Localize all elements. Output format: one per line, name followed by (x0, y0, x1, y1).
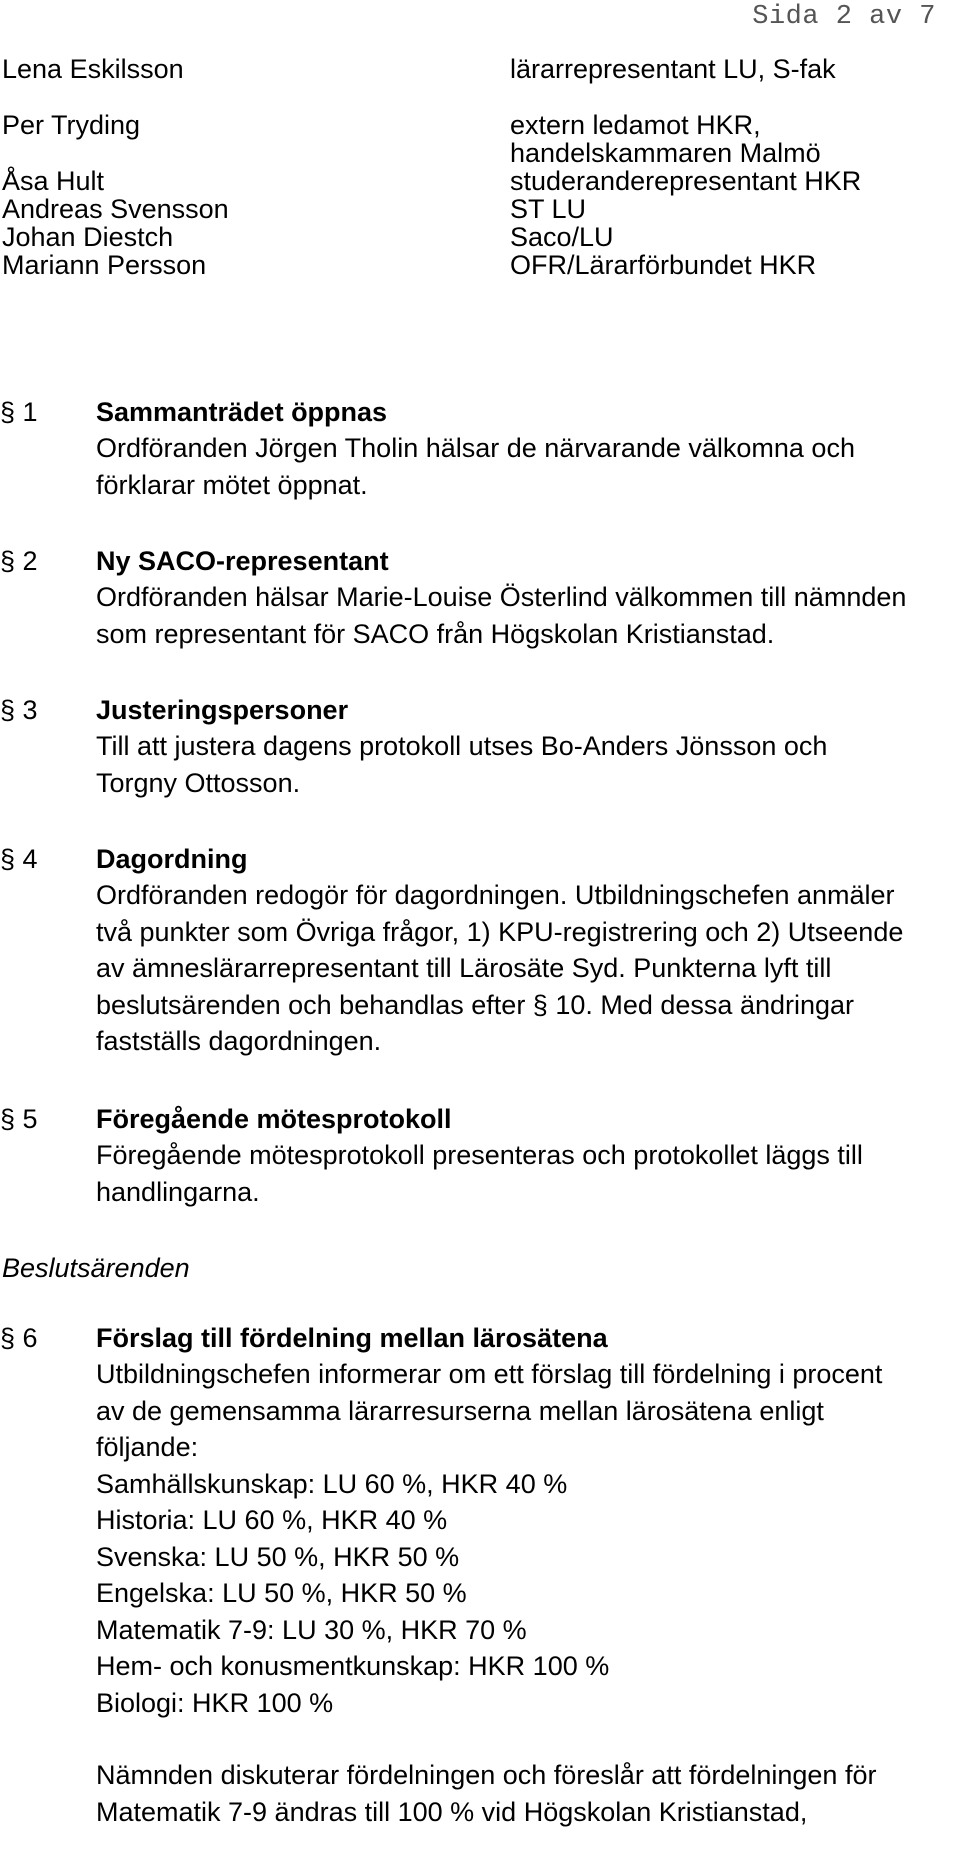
attendee-name: Andreas Svensson (2, 194, 229, 224)
list-item: Svenska: LU 50 %, HKR 50 % (96, 1541, 460, 1572)
section-body (96, 1356, 946, 1830)
group-label: Beslutsärenden (2, 1253, 190, 1283)
body-line: fastställs dagordningen. (96, 1026, 382, 1056)
body-line: av ämneslärarrepresentant till Lärosäte Syd. Punkterna lyft till (96, 953, 832, 983)
list-item: Engelska: LU 50 %, HKR 50 % (96, 1578, 467, 1608)
body-line: som representant för SACO från Högskolan Kristianstad. (96, 618, 775, 649)
section-title: Förslag till fördelning mellan lärosätena (96, 1323, 608, 1353)
body-line: Utbildningschefen informerar om ett förslag till fördelning i procent (96, 1359, 883, 1389)
section-number: § 1 (0, 397, 38, 427)
body-line: förklarar mötet öppnat. (96, 469, 368, 500)
list-item: Historia: LU 60 %, HKR 40 % (96, 1505, 448, 1535)
attendee-role: ST LU (510, 194, 587, 224)
body-line: beslutsärenden och behandlas efter § 10. Med dessa ändringar (96, 989, 855, 1020)
section-title: Föregående mötesprotokoll (96, 1104, 452, 1134)
section-title: Sammanträdet öppnas (96, 397, 388, 427)
section-number: § 3 (0, 695, 38, 725)
attendee-name: Mariann Persson (2, 250, 207, 280)
body-line: Ordföranden Jörgen Tholin hälsar de närvarande välkomna och (96, 433, 855, 463)
attendee-role: studeranderepresentant HKR (510, 166, 862, 196)
section-title: Justeringspersoner (96, 695, 349, 725)
section-number: § 2 (0, 546, 38, 576)
attendee-name: Åsa Hult (2, 166, 105, 196)
body-line: Till att justera dagens protokoll utses Bo-Anders Jönsson och (96, 731, 828, 761)
list-item: Hem- och konusmentkunskap: HKR 100 % (96, 1651, 610, 1681)
attendee-name: Lena Eskilsson (2, 54, 184, 84)
blank-line (96, 1721, 946, 1757)
section-number: § 5 (0, 1104, 38, 1134)
body-line: Ordföranden hälsar Marie-Louise Österlind välkommen till nämnden (96, 582, 907, 612)
section-title: Ny SACO-representant (96, 546, 389, 576)
section-body (96, 877, 946, 1060)
body-line: följande: (96, 1432, 199, 1462)
body-line: handlingarna. (96, 1176, 260, 1207)
attendee-role: lärarrepresentant LU, S-fak (510, 54, 836, 84)
section-title: Dagordning (96, 844, 248, 874)
attendee-role: extern ledamot HKR, (510, 110, 761, 140)
section-number: § 6 (0, 1323, 38, 1353)
list-item: Biologi: HKR 100 % (96, 1687, 334, 1718)
list-item: Samhällskunskap: LU 60 %, HKR 40 % (96, 1468, 568, 1499)
page-number: Sida 2 av 7 (752, 2, 936, 32)
body-line: Ordföranden redogör för dagordningen. Utbildningschefen anmäler (96, 880, 895, 910)
section-body (96, 1137, 946, 1210)
attendee-name: Johan Diestch (2, 222, 174, 252)
body-line: Torgny Ottosson. (96, 767, 301, 798)
section-body (96, 728, 946, 801)
body-line: Nämnden diskuterar fördelningen och föreslår att fördelningen för (96, 1760, 877, 1790)
attendee-role: OFR/Lärarförbundet HKR (510, 250, 817, 280)
section-number: § 4 (0, 844, 38, 874)
body-line: två punkter som Övriga frågor, 1) KPU-registrering och 2) Utseende (96, 916, 904, 947)
body-line: av de gemensamma lärarresurserna mellan lärosätena enligt (96, 1395, 824, 1426)
section-body (96, 579, 946, 652)
list-item: Matematik 7-9: LU 30 %, HKR 70 % (96, 1614, 527, 1645)
attendee-role: Saco/LU (510, 222, 614, 252)
body-line: Föregående mötesprotokoll presenteras och protokollet läggs till (96, 1140, 863, 1170)
section-body (96, 430, 946, 503)
body-line: Matematik 7-9 ändras till 100 % vid Högskolan Kristianstad, (96, 1796, 808, 1827)
attendee-name: Per Tryding (2, 110, 141, 140)
attendee-role: handelskammaren Malmö (510, 138, 821, 168)
